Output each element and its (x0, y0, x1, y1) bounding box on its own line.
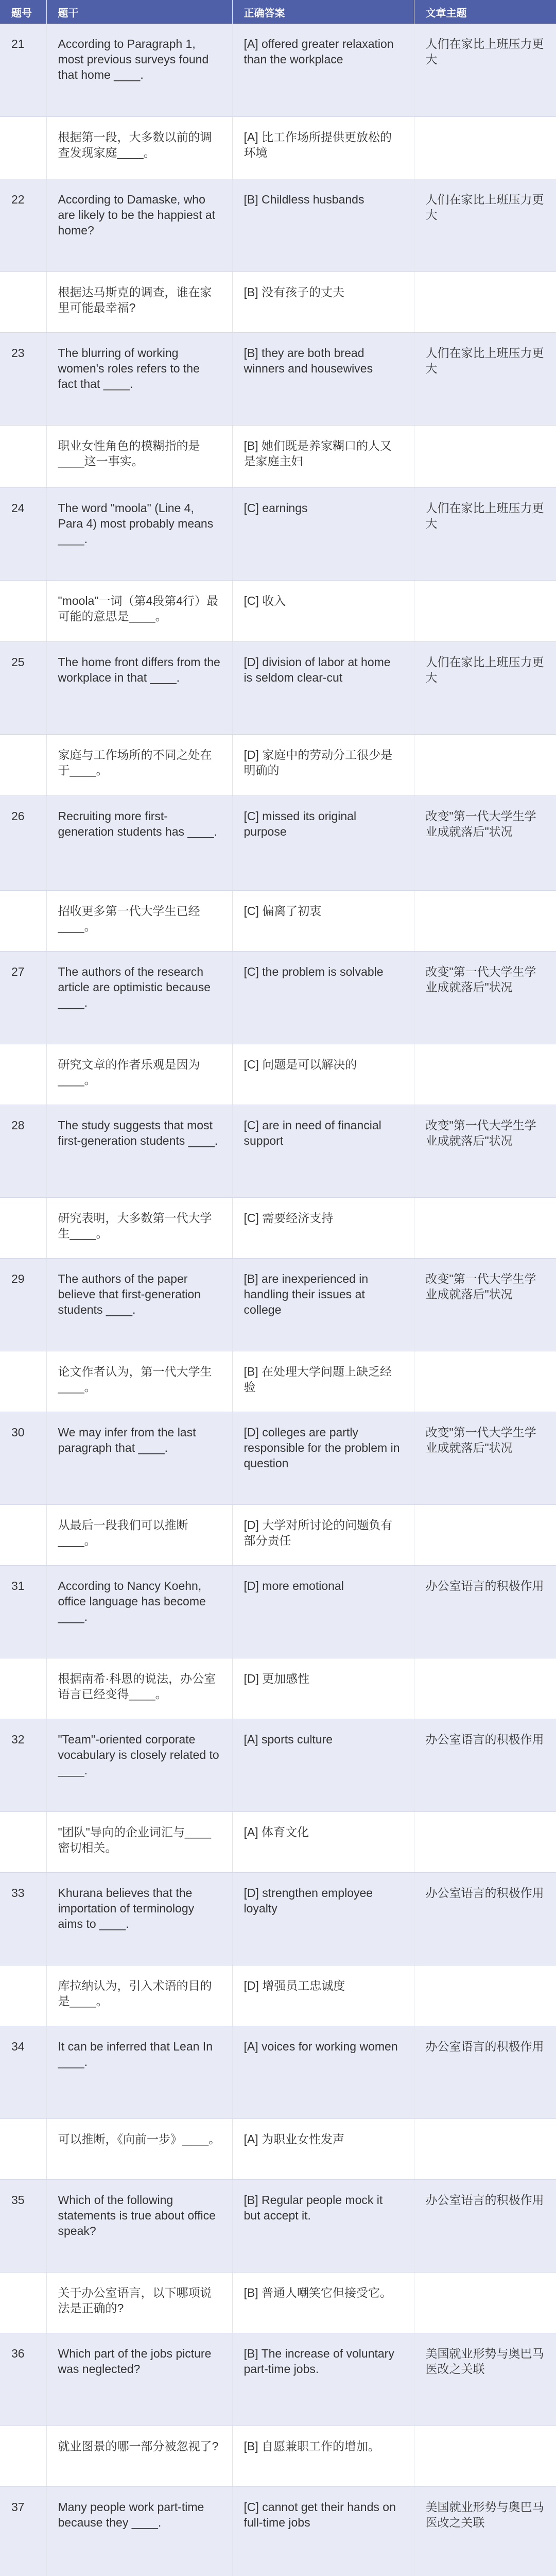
cell-number: 37 (0, 2486, 46, 2576)
header-answer: 正确答案 (232, 0, 414, 24)
cell-answer: [C] 需要经济支持 (232, 1197, 414, 1258)
cell-question: Which of the following statements is true about office speak? (46, 2179, 232, 2272)
cell-question: 研究表明，大多数第一代大学生____。 (46, 1197, 232, 1258)
cell-answer: [A] 比工作场所提供更放松的环境 (232, 116, 414, 179)
cell-answer: [B] The increase of voluntary part-time jobs. (232, 2333, 414, 2426)
cell-question: Recruiting more first-generation students has ____. (46, 795, 232, 890)
cell-answer: [A] 体育文化 (232, 1811, 414, 1872)
cell-topic: 办公室语言的积极作用 (414, 1565, 556, 1658)
cell-number (0, 1044, 46, 1105)
cell-answer: [D] 增强员工忠诚度 (232, 1965, 414, 2026)
cell-answer: [C] cannot get their hands on full-time jobs (232, 2486, 414, 2576)
cell-topic (414, 1965, 556, 2026)
cell-number: 22 (0, 179, 46, 272)
cell-number (0, 1197, 46, 1258)
cell-topic (414, 116, 556, 179)
cell-number: 21 (0, 24, 46, 116)
cell-number (0, 1811, 46, 1872)
cell-answer: [B] are inexperienced in handling their issues at college (232, 1258, 414, 1351)
cell-topic: 改变"第一代大学生学业成就落后"状况 (414, 1105, 556, 1197)
table-row-english (0, 1412, 556, 1504)
cell-question: 根据达马斯克的调查，谁在家里可能最幸福? (46, 272, 232, 332)
table-row-chinese (0, 734, 556, 795)
cell-question: 从最后一段我们可以推断____。 (46, 1504, 232, 1565)
cell-topic (414, 890, 556, 951)
cell-number (0, 425, 46, 487)
cell-number: 35 (0, 2179, 46, 2272)
table-row-chinese (0, 116, 556, 179)
cell-answer: [B] Childless husbands (232, 179, 414, 272)
cell-question: The blurring of working women's roles refers to the fact that ____. (46, 332, 232, 425)
cell-number (0, 272, 46, 332)
cell-question: "Team"-oriented corporate vocabulary is closely related to ____. (46, 1719, 232, 1811)
cell-question: 研究文章的作者乐观是因为____。 (46, 1044, 232, 1105)
cell-topic (414, 580, 556, 641)
cell-number (0, 580, 46, 641)
cell-topic: 办公室语言的积极作用 (414, 2179, 556, 2272)
cell-answer: [A] offered greater relaxation than the workplace (232, 24, 414, 116)
cell-question: 论文作者认为，第一代大学生____。 (46, 1351, 232, 1412)
cell-question: 职业女性角色的模糊指的是____这一事实。 (46, 425, 232, 487)
table-body (0, 24, 556, 2576)
cell-answer: [C] the problem is solvable (232, 951, 414, 1044)
table-row-english (0, 179, 556, 272)
cell-number: 32 (0, 1719, 46, 1811)
table-row-english (0, 1719, 556, 1811)
cell-answer: [D] 更加感性 (232, 1658, 414, 1719)
cell-topic: 美国就业形势与奥巴马医改之关联 (414, 2333, 556, 2426)
cell-topic: 人们在家比上班压力更大 (414, 487, 556, 580)
cell-number: 33 (0, 1872, 46, 1965)
cell-number: 26 (0, 795, 46, 890)
cell-answer: [D] strengthen employee loyalty (232, 1872, 414, 1965)
cell-number (0, 1658, 46, 1719)
cell-number: 23 (0, 332, 46, 425)
cell-answer: [C] earnings (232, 487, 414, 580)
header-question: 题干 (46, 0, 232, 24)
cell-question: The study suggests that most first-generation students ____. (46, 1105, 232, 1197)
cell-number (0, 734, 46, 795)
cell-number (0, 1965, 46, 2026)
table-row-english (0, 2333, 556, 2426)
cell-answer: [D] division of labor at home is seldom clear-cut (232, 641, 414, 734)
table-row-english (0, 487, 556, 580)
cell-number (0, 2426, 46, 2486)
cell-topic: 改变"第一代大学生学业成就落后"状况 (414, 951, 556, 1044)
cell-topic (414, 1197, 556, 1258)
cell-question: We may infer from the last paragraph that ____. (46, 1412, 232, 1504)
cell-question: 家庭与工作场所的不同之处在于____。 (46, 734, 232, 795)
table-row-english (0, 332, 556, 425)
cell-topic (414, 2426, 556, 2486)
cell-number (0, 1504, 46, 1565)
cell-topic (414, 1811, 556, 1872)
cell-topic: 改变"第一代大学生学业成就落后"状况 (414, 1258, 556, 1351)
cell-question: Many people work part-time because they ____. (46, 2486, 232, 2576)
cell-answer: [C] missed its original purpose (232, 795, 414, 890)
table-row-english (0, 1105, 556, 1197)
cell-number: 30 (0, 1412, 46, 1504)
table-row-chinese (0, 272, 556, 332)
cell-answer: [D] 家庭中的劳动分工很少是明确的 (232, 734, 414, 795)
cell-answer: [B] they are both bread winners and housewives (232, 332, 414, 425)
table-row-english (0, 24, 556, 116)
table-row-chinese (0, 1811, 556, 1872)
cell-question: According to Nancy Koehn, office language has become ____. (46, 1565, 232, 1658)
cell-topic: 人们在家比上班压力更大 (414, 332, 556, 425)
table-row-english (0, 795, 556, 890)
header-number: 题号 (0, 0, 46, 24)
cell-topic: 办公室语言的积极作用 (414, 2026, 556, 2119)
table-row-chinese (0, 2119, 556, 2179)
cell-question: According to Damaske, who are likely to be the happiest at home? (46, 179, 232, 272)
cell-question: Which part of the jobs picture was neglected? (46, 2333, 232, 2426)
cell-question: "moola"一词（第4段第4行）最可能的意思是____。 (46, 580, 232, 641)
cell-topic: 改变"第一代大学生学业成就落后"状况 (414, 795, 556, 890)
cell-question: 关于办公室语言，以下哪项说法是正确的? (46, 2272, 232, 2333)
cell-answer: [B] Regular people mock it but accept it. (232, 2179, 414, 2272)
cell-answer: [A] voices for working women (232, 2026, 414, 2119)
cell-number (0, 2272, 46, 2333)
cell-number (0, 1351, 46, 1412)
cell-number: 28 (0, 1105, 46, 1197)
cell-number: 29 (0, 1258, 46, 1351)
cell-topic: 办公室语言的积极作用 (414, 1719, 556, 1811)
cell-number: 25 (0, 641, 46, 734)
cell-answer: [C] 收入 (232, 580, 414, 641)
cell-topic (414, 1658, 556, 1719)
table-header (0, 0, 556, 24)
table-row-chinese (0, 1658, 556, 1719)
cell-answer: [C] 问题是可以解决的 (232, 1044, 414, 1105)
cell-question: Khurana believes that the importation of terminology aims to ____. (46, 1872, 232, 1965)
cell-topic (414, 1351, 556, 1412)
table-row-chinese (0, 1351, 556, 1412)
cell-answer: [B] 没有孩子的丈夫 (232, 272, 414, 332)
table-row-english (0, 1872, 556, 1965)
table-row-chinese (0, 1504, 556, 1565)
cell-topic: 人们在家比上班压力更大 (414, 179, 556, 272)
cell-topic (414, 2119, 556, 2179)
table-row-chinese (0, 580, 556, 641)
cell-number: 31 (0, 1565, 46, 1658)
cell-question: It can be inferred that Lean In ____. (46, 2026, 232, 2119)
cell-answer: [B] 她们既是养家糊口的人又是家庭主妇 (232, 425, 414, 487)
cell-answer: [C] are in need of financial support (232, 1105, 414, 1197)
table-row-english (0, 951, 556, 1044)
table-row-chinese (0, 425, 556, 487)
cell-question: 库拉纳认为，引入术语的目的是____。 (46, 1965, 232, 2026)
cell-number: 36 (0, 2333, 46, 2426)
cell-question: The authors of the research article are optimistic because ____. (46, 951, 232, 1044)
cell-number: 27 (0, 951, 46, 1044)
cell-question: According to Paragraph 1, most previous surveys found that home ____. (46, 24, 232, 116)
cell-question: 就业图景的哪一部分被忽视了? (46, 2426, 232, 2486)
header-row (0, 0, 556, 24)
cell-topic: 改变"第一代大学生学业成就落后"状况 (414, 1412, 556, 1504)
cell-question: "团队"导向的企业词汇与____密切相关。 (46, 1811, 232, 1872)
cell-answer: [B] 在处理大学问题上缺乏经验 (232, 1351, 414, 1412)
cell-question: 根据第一段，大多数以前的调查发现家庭____。 (46, 116, 232, 179)
cell-answer: [B] 自愿兼职工作的增加。 (232, 2426, 414, 2486)
cell-topic (414, 1504, 556, 1565)
cell-number: 34 (0, 2026, 46, 2119)
cell-question: The authors of the paper believe that first-generation students ____. (46, 1258, 232, 1351)
cell-topic (414, 1044, 556, 1105)
table-row-english (0, 2179, 556, 2272)
cell-number (0, 890, 46, 951)
table-row-english (0, 641, 556, 734)
cell-question: 招收更多第一代大学生已经____。 (46, 890, 232, 951)
cell-answer: [A] 为职业女性发声 (232, 2119, 414, 2179)
cell-topic: 人们在家比上班压力更大 (414, 641, 556, 734)
table-row-chinese (0, 1044, 556, 1105)
table-row-english (0, 2486, 556, 2576)
cell-topic (414, 2272, 556, 2333)
cell-question: The home front differs from the workplace in that ____. (46, 641, 232, 734)
table-row-chinese (0, 2272, 556, 2333)
table-row-english (0, 1565, 556, 1658)
cell-topic (414, 272, 556, 332)
cell-number (0, 2119, 46, 2179)
cell-answer: [D] 大学对所讨论的问题负有部分责任 (232, 1504, 414, 1565)
cell-topic (414, 734, 556, 795)
cell-question: 根据南希·科恩的说法，办公室语言已经变得____。 (46, 1658, 232, 1719)
cell-number (0, 116, 46, 179)
cell-question: 可以推断，《向前一步》____。 (46, 2119, 232, 2179)
table-row-english (0, 1258, 556, 1351)
cell-topic (414, 425, 556, 487)
header-topic: 文章主题 (414, 0, 556, 24)
cell-answer: [A] sports culture (232, 1719, 414, 1811)
cell-answer: [B] 普通人嘲笑它但接受它。 (232, 2272, 414, 2333)
cell-topic: 人们在家比上班压力更大 (414, 24, 556, 116)
cell-answer: [D] colleges are partly responsible for the problem in question (232, 1412, 414, 1504)
cell-number: 24 (0, 487, 46, 580)
cell-answer: [C] 偏离了初衷 (232, 890, 414, 951)
cell-question: The word "moola" (Line 4, Para 4) most probably means ____. (46, 487, 232, 580)
cell-topic: 办公室语言的积极作用 (414, 1872, 556, 1965)
table-row-chinese (0, 890, 556, 951)
table-row-chinese (0, 1197, 556, 1258)
table-row-chinese (0, 1965, 556, 2026)
table-row-english (0, 2026, 556, 2119)
cell-answer: [D] more emotional (232, 1565, 414, 1658)
cell-topic: 美国就业形势与奥巴马医改之关联 (414, 2486, 556, 2576)
table-row-chinese (0, 2426, 556, 2486)
